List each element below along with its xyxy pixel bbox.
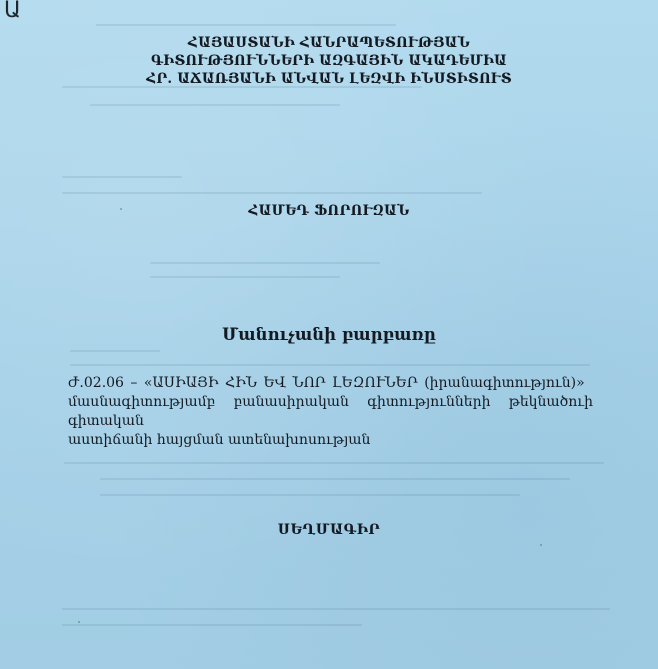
document-type: ՍԵՂՄԱԳԻՐ <box>277 522 381 538</box>
bleed-through-line <box>100 478 570 480</box>
paper-speck <box>540 544 542 546</box>
specialty-line-2: մասնագիտությամբ բանասիրական գիտությունների թեկնածուի գիտական <box>68 394 593 429</box>
handwritten-mark: Ա <box>4 0 21 23</box>
bleed-through-line <box>150 276 340 278</box>
institution-header <box>0 34 658 88</box>
header-line-republic: ՀԱՅԱՍՏԱՆԻ ՀԱՆՐԱՊԵՏՈՒԹՅԱՆ <box>187 35 471 51</box>
bleed-through-line <box>70 364 590 366</box>
bleed-through-line <box>150 262 380 264</box>
specialty-line-3: աստիճանի հայցման ատենախոսության <box>68 432 371 448</box>
author-name: ՀԱՄԵԴ ՖՈՐՈՒԶԱՆ <box>248 203 410 219</box>
dissertation-title: Մանուչանի բարբառը <box>222 325 436 344</box>
bleed-through-line <box>62 624 362 626</box>
bleed-through-line <box>62 176 182 178</box>
bleed-through-line <box>90 104 340 106</box>
specialty-description <box>68 374 593 450</box>
bleed-through-line <box>62 608 610 610</box>
bleed-through-line <box>64 462 604 464</box>
paper-speck <box>78 621 80 623</box>
specialty-code-line: Ժ.02.06 – «ԱՍԻԱՅԻ ՀԻՆ ԵՎ ՆՈՐ ԼԵԶՈՒՆԵՐ (իրանագիտություն)» <box>68 375 585 391</box>
header-line-institute: ՀՐ. ԱՃԱՌՅԱՆԻ ԱՆՎԱՆ ԼԵԶՎԻ ԻՆՍՏԻՏՈՒՏ <box>146 71 512 87</box>
bleed-through-line <box>100 494 520 496</box>
header-line-academy: ԳԻՏՈՒԹՅՈՒՆՆԵՐԻ ԱԶԳԱՅԻՆ ԱԿԱԴԵՄԻԱ <box>151 53 507 69</box>
bleed-through-line <box>70 350 160 352</box>
bleed-through-line <box>62 192 482 194</box>
bleed-through-line <box>96 24 396 26</box>
